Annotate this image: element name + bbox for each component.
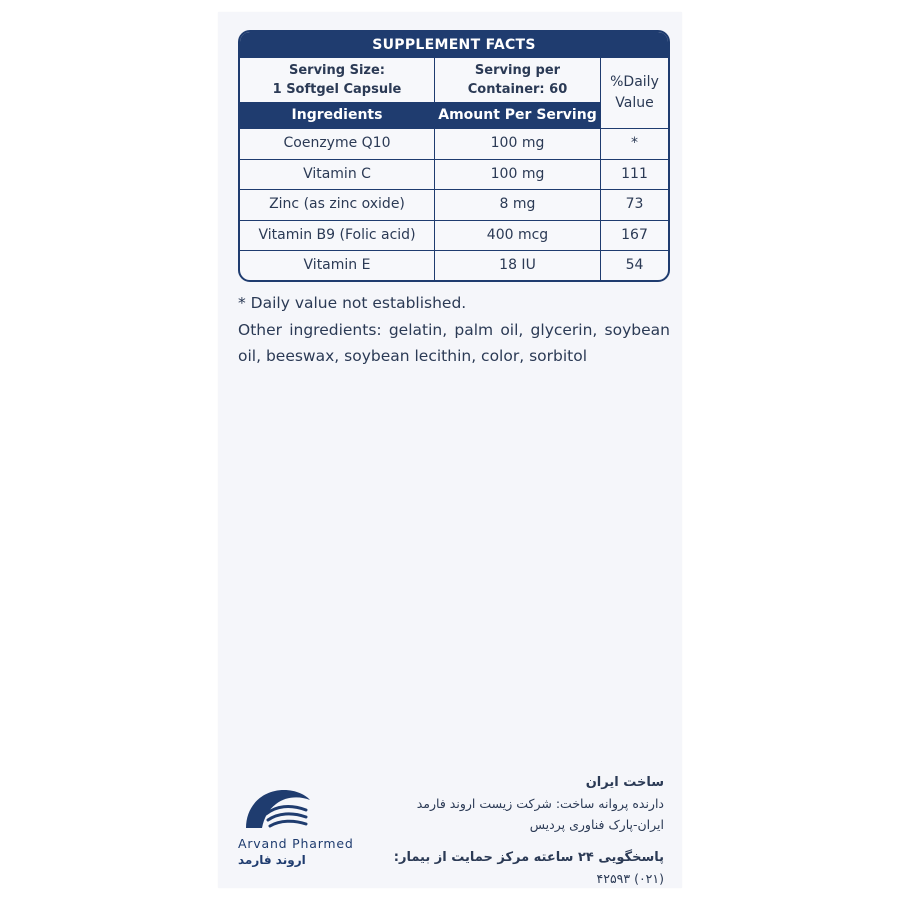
support-label: پاسخگویی ۲۴ ساعته مرکز حمایت از بیمار: <box>393 850 664 865</box>
serving-per-label: Serving per <box>474 63 561 78</box>
ingredient-amount: 18 IU <box>434 251 600 281</box>
ingredient-name: Vitamin B9 (Folic acid) <box>258 226 416 243</box>
serving-per-value: Container: 60 <box>467 82 568 97</box>
package-panel <box>218 12 682 888</box>
serving-size-value: 1 Softgel Capsule <box>272 82 402 97</box>
daily-value-note: * Daily value not established. <box>238 294 467 312</box>
serving-size-cell <box>240 58 434 128</box>
ingredient-name: Coenzyme Q10 <box>283 135 391 151</box>
brand-name-en: Arvand Pharmed <box>238 836 354 851</box>
ingredient-daily-value: 111 <box>600 160 668 190</box>
manufacturer-location: ایران-پارک فناوری پردیس <box>529 817 664 832</box>
serving-info-row <box>240 58 668 128</box>
brand-logo <box>238 784 368 867</box>
ingredient-daily-value: 73 <box>600 190 668 220</box>
ingredient-daily-value: 167 <box>600 221 668 251</box>
table-row <box>240 250 668 281</box>
daily-value-header: %Daily Value <box>600 58 668 128</box>
ingredient-name: Vitamin C <box>303 165 371 182</box>
ingredient-daily-value: * <box>600 129 668 159</box>
table-row <box>240 189 668 220</box>
ingredient-amount: 400 mcg <box>434 221 600 251</box>
other-ingredients: Other ingredients: gelatin, palm oil, glycerin, soybean oil, beeswax, soybean lecithin, color, sorbitol <box>238 320 670 365</box>
made-in-iran: ساخت ایران <box>585 775 664 790</box>
license-holder: دارنده پروانه ساخت: شرکت زیست اروند فارمد <box>416 796 664 811</box>
ingredients-header: Ingredients <box>240 102 434 128</box>
ingredient-daily-value: 54 <box>600 251 668 281</box>
brand-name-fa: اروند فارمد <box>238 853 306 867</box>
ingredient-amount: 100 mg <box>434 160 600 190</box>
support-phone: (۰۲۱) ۴۲۵۹۳ <box>596 871 664 886</box>
ingredient-name: Zinc (as zinc oxide) <box>269 196 405 212</box>
ingredient-amount: 8 mg <box>434 190 600 220</box>
label-notes <box>238 290 670 370</box>
amount-per-serving-header: Amount Per Serving <box>435 102 600 128</box>
manufacturer-info <box>364 772 664 889</box>
serving-size-label: Serving Size: <box>288 63 385 78</box>
supplement-facts-title: SUPPLEMENT FACTS <box>240 32 668 58</box>
supplement-facts-table <box>238 30 670 282</box>
table-row <box>240 220 668 251</box>
table-row <box>240 128 668 159</box>
ingredient-amount: 100 mg <box>434 129 600 159</box>
ingredient-name: Vitamin E <box>303 257 371 273</box>
table-row <box>240 159 668 190</box>
wave-logo-icon <box>242 784 312 832</box>
serving-per-container-cell <box>434 58 600 128</box>
